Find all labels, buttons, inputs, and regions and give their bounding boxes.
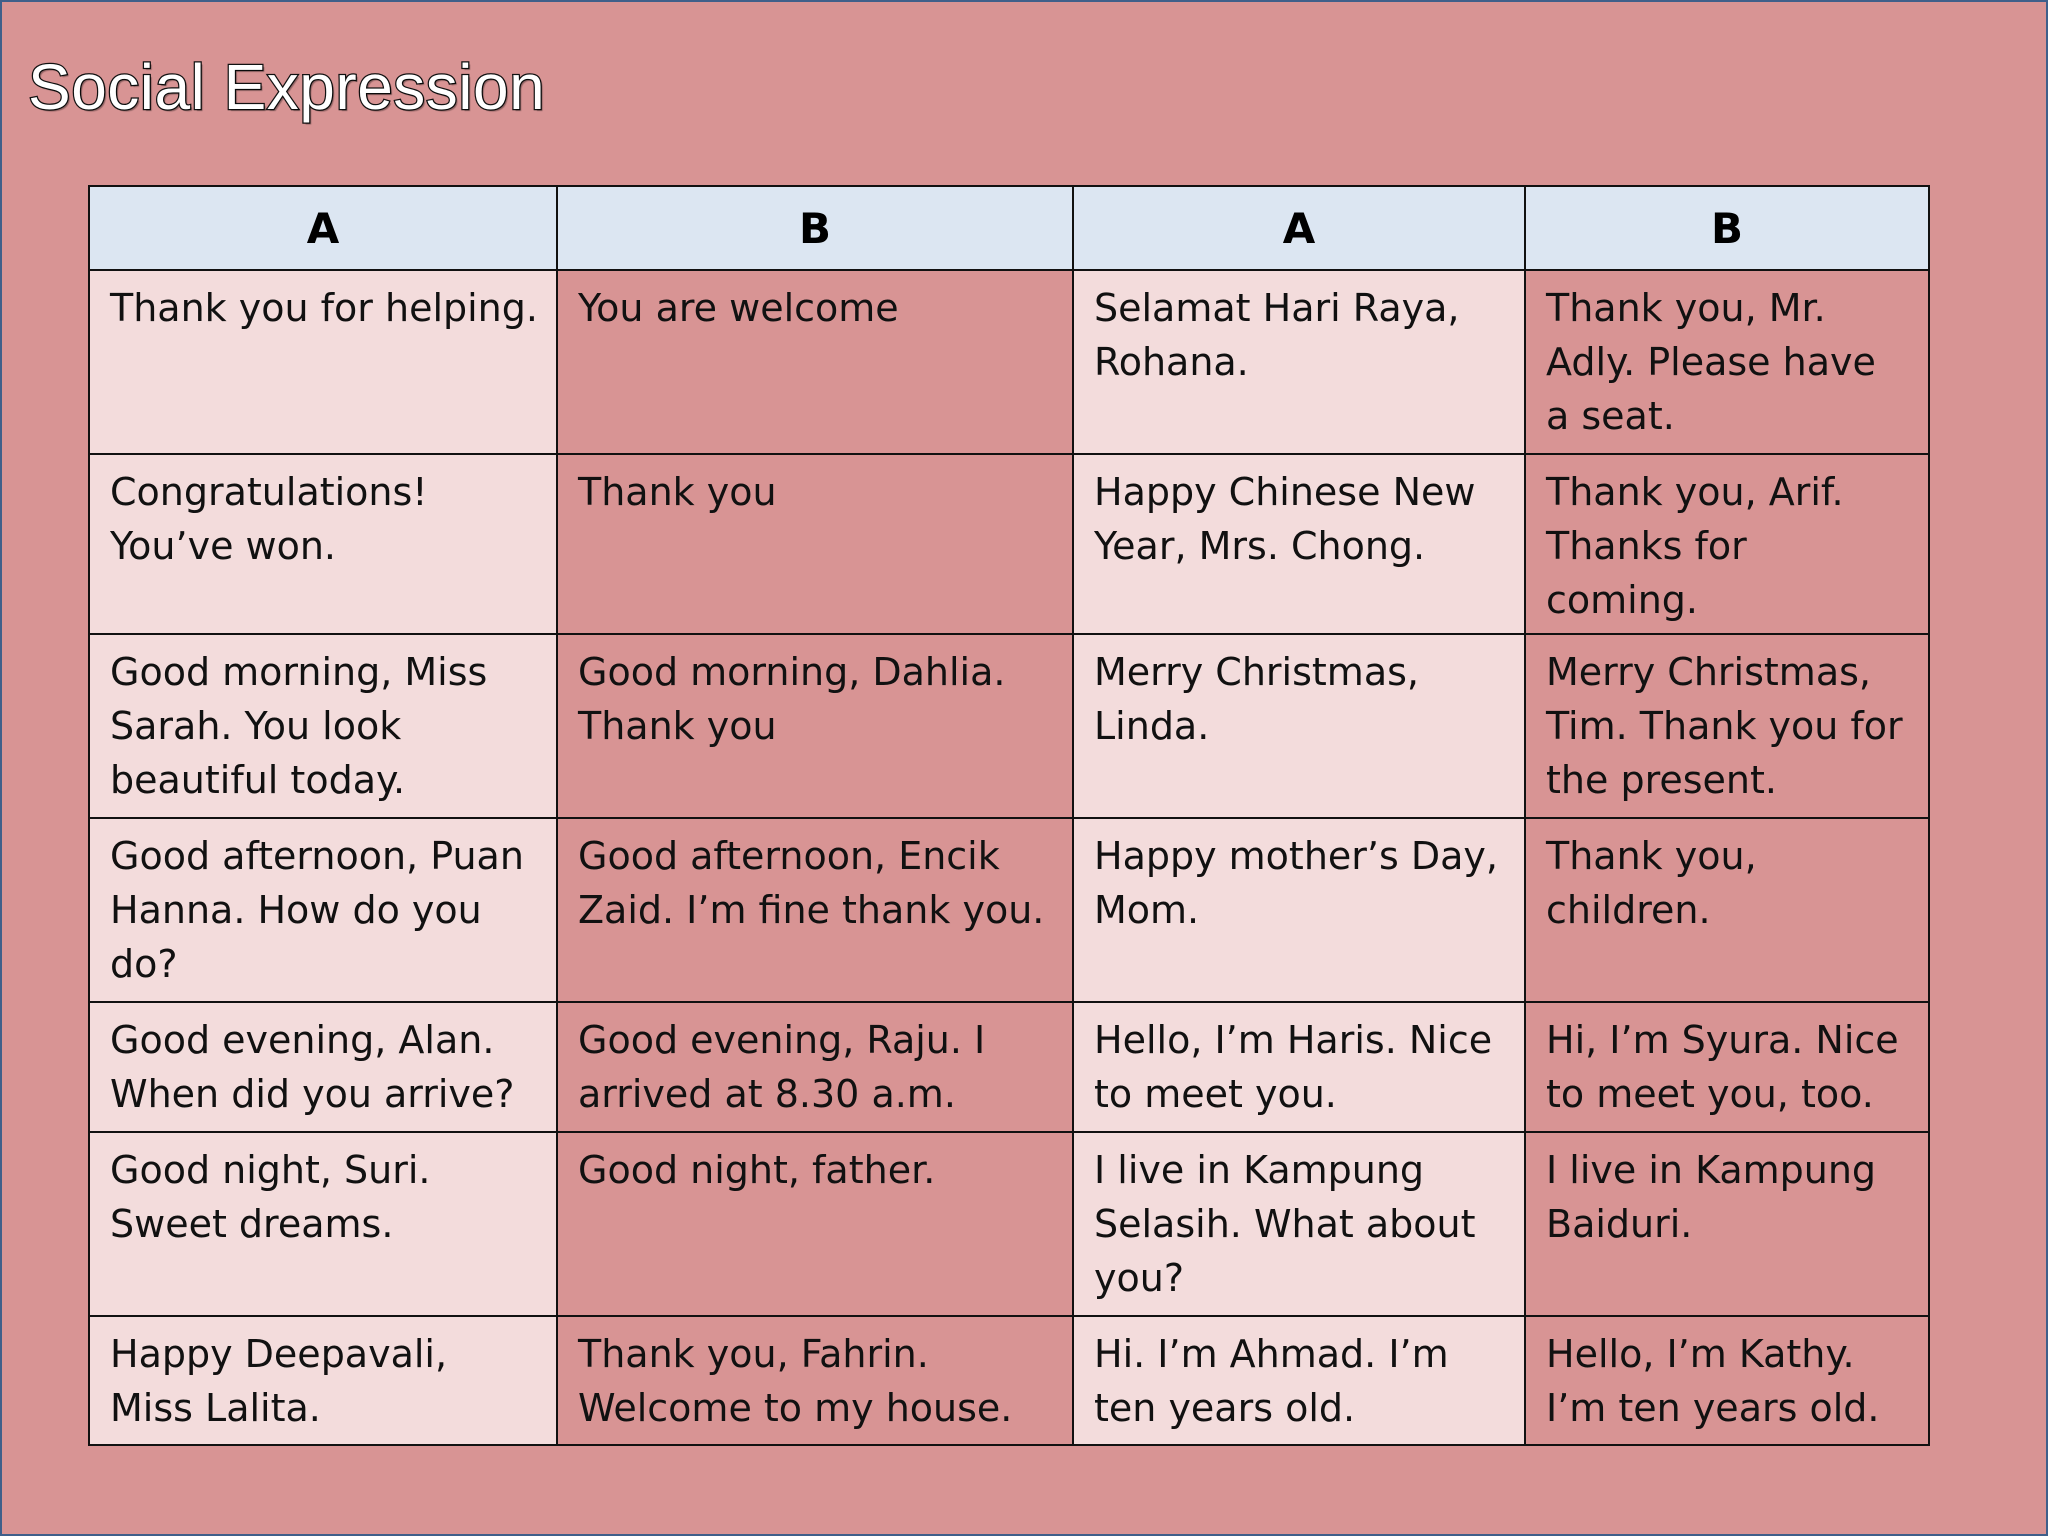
table-cell: I live in Kampung Selasih. What about you? [1073,1132,1525,1316]
table-cell: Thank you [557,454,1073,634]
table-cell: Thank you for helping. [89,270,557,454]
table-row [89,818,1929,1002]
table-cell: Hi. I’m Ahmad. I’m ten years old. [1073,1316,1525,1445]
table-cell: Congratulations! You’ve won. [89,454,557,634]
header-col-2: B [557,186,1073,270]
table-cell: Thank you, children. [1525,818,1929,1002]
table-row [89,454,1929,634]
table-cell: Happy Chinese New Year, Mrs. Chong. [1073,454,1525,634]
table-cell: Good morning, Dahlia. Thank you [557,634,1073,818]
header-col-4: B [1525,186,1929,270]
table-cell: Selamat Hari Raya, Rohana. [1073,270,1525,454]
table-cell: Hi, I’m Syura. Nice to meet you, too. [1525,1002,1929,1132]
header-row [89,186,1929,270]
table-cell: Hello, I’m Kathy. I’m ten years old. [1525,1316,1929,1445]
table-cell: Good afternoon, Puan Hanna. How do you do? [89,818,557,1002]
table-cell: Thank you, Arif. Thanks for coming. [1525,454,1929,634]
table-cell: Thank you, Fahrin. Welcome to my house. [557,1316,1073,1445]
table-cell: Merry Christmas, Tim. Thank you for the present. [1525,634,1929,818]
table-cell: Happy Deepavali, Miss Lalita. [89,1316,557,1445]
table-row [89,1002,1929,1132]
table-row [89,634,1929,818]
table-cell: You are welcome [557,270,1073,454]
header-col-3: A [1073,186,1525,270]
table-cell: Hello, I’m Haris. Nice to meet you. [1073,1002,1525,1132]
table-cell: Happy mother’s Day, Mom. [1073,818,1525,1002]
social-expression-table [88,185,1930,1446]
table-row [89,270,1929,454]
table-cell: Thank you, Mr. Adly. Please have a seat. [1525,270,1929,454]
table-row [89,1316,1929,1445]
table-cell: Good night, father. [557,1132,1073,1316]
table-row [89,1132,1929,1316]
table-cell: Merry Christmas, Linda. [1073,634,1525,818]
table-cell: Good evening, Raju. I arrived at 8.30 a.m. [557,1002,1073,1132]
table-cell: Good evening, Alan. When did you arrive? [89,1002,557,1132]
table-cell: Good morning, Miss Sarah. You look beautiful today. [89,634,557,818]
table-cell: Good afternoon, Encik Zaid. I’m fine thank you. [557,818,1073,1002]
header-col-1: A [89,186,557,270]
table-cell: I live in Kampung Baiduri. [1525,1132,1929,1316]
table-cell: Good night, Suri. Sweet dreams. [89,1132,557,1316]
slide-title: Social Expression [28,51,546,123]
